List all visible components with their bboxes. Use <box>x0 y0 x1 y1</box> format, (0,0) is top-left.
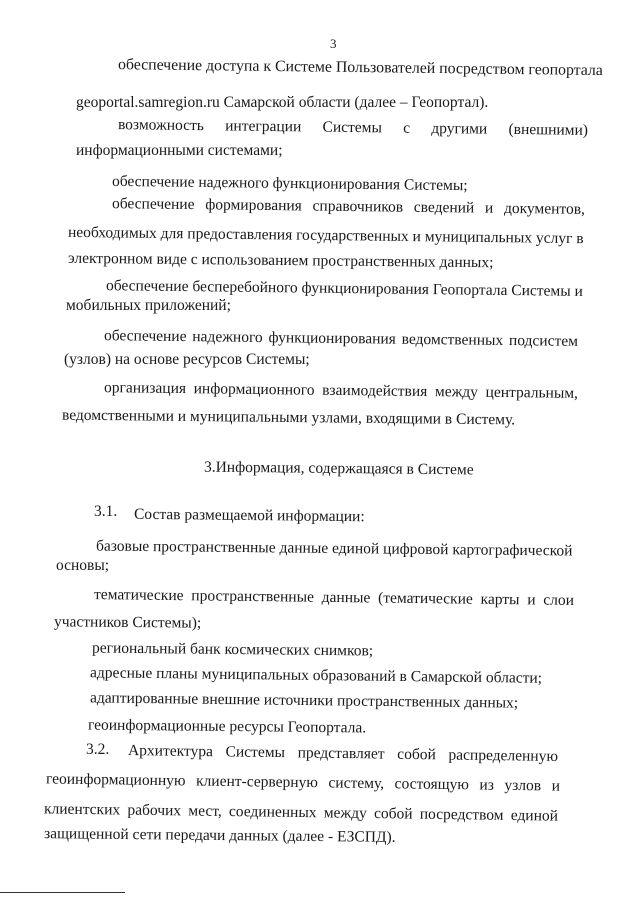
list-item-line: тематические пространственные данные (тематические карты и слои <box>93 586 575 609</box>
footnote-rule <box>0 892 125 893</box>
list-item-line: геоинформационные ресурсы Геопортала. <box>87 716 367 737</box>
section-heading: 3.Информация, содержащаяся в Системе <box>203 458 474 479</box>
paragraph-line: geoportal.samregion.ru Самарской области (далее – Геопортал). <box>76 94 489 111</box>
list-item-line: участников Системы); <box>53 613 202 632</box>
list-item-line: основы; <box>56 557 110 574</box>
subsection-number: 3.1. <box>94 503 118 520</box>
list-item-line: базовые пространственные данные единой цифровой картографической <box>95 537 573 560</box>
paragraph-line: обеспечение доступа к Системе Пользователей посредством геопортала <box>117 56 603 80</box>
paragraph-line: Архитектура Системы представляет собой распределенную <box>127 741 559 766</box>
paragraph-line: электронном виде с использованием пространственных данных; <box>67 249 494 272</box>
paragraph-line: организация информационного взаимодействия между центральным, <box>103 379 579 402</box>
paragraph-line: необходимых для предоставления государственных и муниципальных услуг в <box>67 223 584 248</box>
list-item-line: адаптированные внешние источники пространственных данных; <box>89 689 519 712</box>
paragraph-line: мобильных приложений; <box>66 297 231 314</box>
paragraph-line: информационными системами; <box>76 142 283 159</box>
paragraph-line: обеспечение надежного функционирования ведомственных подсистем <box>103 327 579 350</box>
paragraph-line: (узлов) на основе ресурсов Системы; <box>64 351 310 368</box>
paragraph-line: возможность интеграции Системы с другими (внешними) <box>117 116 589 139</box>
paragraph-line: клиентских рабочих мест, соединенных между собой посредством единой <box>43 800 559 825</box>
paragraph-line: обеспечение бесперебойного функционирования Геопортала Системы и <box>105 277 583 300</box>
list-item-line: адресные планы муниципальных образований в Самарской области; <box>89 664 543 687</box>
paragraph-line: обеспечение надежного функционирования Системы; <box>111 172 468 195</box>
page-number: 3 <box>330 36 337 51</box>
paragraph-line: защищенной сети передачи данных (далее - ЕЗСПД). <box>43 825 396 846</box>
list-item-line: региональный банк космических снимков; <box>91 639 374 660</box>
paragraph-line: ведомственными и муниципальными узлами, входящими в Систему. <box>61 406 516 429</box>
paragraph-line: обеспечение формирования справочников сведений и документов, <box>111 195 586 218</box>
subsection-title: Состав размещаемой информации: <box>133 505 365 526</box>
paragraph-line: геоинформационную клиент-серверную систему, состоящую из узлов и <box>45 770 561 795</box>
subsection-number: 3.2. <box>86 741 110 758</box>
